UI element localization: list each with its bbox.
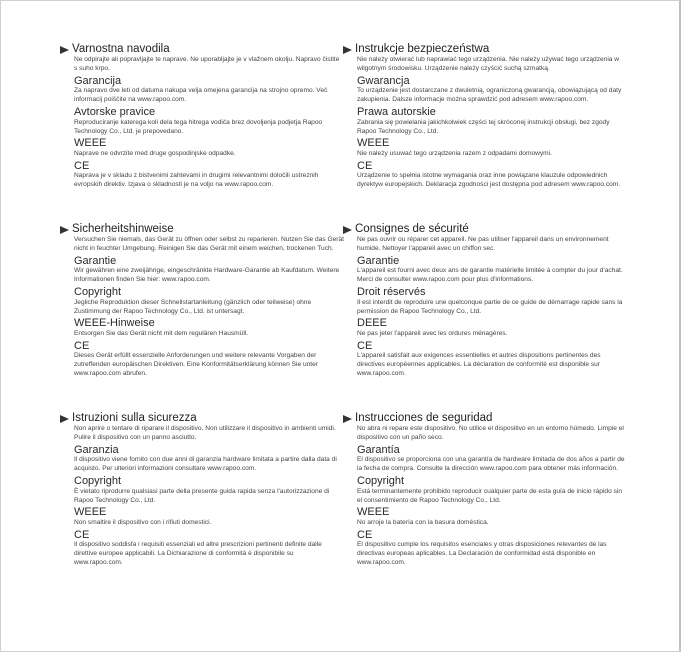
subheading: Garancija bbox=[74, 74, 122, 87]
subsection-body: Entsorgen Sie das Gerät nicht mit dem regulären Hausmüll. bbox=[74, 329, 249, 337]
section-spanish bbox=[343, 412, 627, 568]
section-body: Nie należy otwierać lub naprawiać tego urządzenia. Nie należy używać tego urządzenia w wilgotnym środowisku. Urządzenie należy czyścić suchą szmatką. bbox=[357, 56, 620, 72]
subsection-body: Il est interdit de reproduire une quelconque partie de ce guide de démarrage rapide sans la permission de Rapoo Technology Co., Ltd. bbox=[357, 298, 623, 315]
subheading: CE bbox=[357, 339, 373, 352]
subheading: Garantía bbox=[357, 443, 400, 456]
subsection-body: Wir gewähren eine zweijährige, eingeschränkte Hardware-Garantie ab Kaufdatum. Weitere Informationen finden Sie hier: www.rapoo.com. bbox=[74, 267, 340, 284]
section-title: Varnostna navodila bbox=[72, 43, 170, 55]
arrow-right-icon bbox=[343, 46, 352, 54]
subheading: Copyright bbox=[74, 475, 122, 488]
subsection-body: No arroje la batería con la basura doméstica. bbox=[357, 518, 489, 526]
subsection-body: Il dispositivo viene fornito con due anni di garanzia hardware limitata a partire dalla data di acquisto. Per ulteriori informazioni consultare www.rapoo.com. bbox=[74, 456, 337, 473]
subheading: WEEE bbox=[357, 137, 390, 150]
subsection-body: Dieses Gerät erfüllt essenzielle Anforderungen und weitere relevante Vorgaben der zutreffenden europäischen Direktiven. Eine Konformitätserklärung können Sie unter www.rapoo.com abrufen. bbox=[74, 352, 318, 378]
subheading: DEEE bbox=[357, 317, 387, 330]
section-title: Sicherheitshinweise bbox=[72, 223, 174, 235]
arrow-right-icon bbox=[60, 226, 69, 234]
section-title: Consignes de sécurité bbox=[355, 223, 469, 235]
section-french bbox=[343, 223, 627, 379]
subsection-body: Reproduciranje katerega koli dela tega hitrega vodiča brez dovoljenja podjetja Rapoo Technology Co., Ltd. je prepovedano. bbox=[74, 118, 323, 135]
subsection-body: Non smaltire il dispositivo con i rifiuti domestici. bbox=[74, 518, 212, 526]
subsection-body: Za napravo dve leti od datuma nakupa velja omejena garancija na strojno opremo. Več informacij poiščite na www.rapoo.com. bbox=[74, 87, 328, 104]
section-german bbox=[60, 223, 344, 379]
section-title: Instrucciones de seguridad bbox=[355, 412, 493, 424]
subsection-body: L'appareil est fourni avec deux ans de garantie matérielle limitée à compter du jour d'achat. Merci de consulter www.rapoo.com pour plus d'informations. bbox=[357, 267, 623, 284]
section-body: Non aprire o tentare di riparare il dispositivo. Non utilizzare il dispositivo in ambienti umidi. Pulire il dispositivo con un panno asciutto. bbox=[74, 425, 336, 441]
subsection-body: El dispositivo se proporciona con una garantía de hardware limitada de dos años a partir de la fecha de compra. Consulte la dirección www.rapoo.com para obtener más información. bbox=[357, 456, 625, 473]
subsection-body: Naprave ne odvrzite med druge gospodinjske odpadke. bbox=[74, 149, 236, 157]
subsection-body: Nie należy usuwać tego urządzenia razem z odpadami domowymi. bbox=[357, 149, 552, 157]
subheading: WEEE bbox=[74, 137, 107, 150]
subsection-body: El dispositivo cumple los requisitos esenciales y otras disposiciones relevantes de las directivas europeas aplicables. La Declaración de conformidad está disponible en www.rapoo.com. bbox=[357, 541, 607, 567]
section-polish bbox=[343, 43, 627, 190]
subheading: Garanzia bbox=[74, 443, 119, 456]
subsection-body: Ne pas jeter l'appareil avec les ordures ménagères. bbox=[357, 329, 508, 337]
subheading: CE bbox=[74, 528, 90, 541]
subsection-body: Zabrania się powielania jakichkolwiek części tej skróconej instrukcji obsługi, bez zgody Rapoo Technology Co., Ltd. bbox=[357, 118, 610, 135]
arrow-right-icon bbox=[60, 46, 69, 54]
subheading: CE bbox=[74, 159, 90, 172]
section-body: No abra ni repare este dispositivo. No utilice el dispositivo en un entorno húmedo. Limpie el dispositivo con un paño seco. bbox=[357, 425, 624, 441]
subheading: WEEE bbox=[357, 506, 390, 519]
section-slovenian bbox=[60, 43, 344, 190]
subheading: Copyright bbox=[357, 475, 405, 488]
section-body: Ne pas ouvrir ou réparer cet appareil. Ne pas utiliser l'appareil dans un environnement humide. Nettoyer l'appareil avec un chiffon sec. bbox=[357, 236, 609, 252]
subheading: Avtorske pravice bbox=[74, 106, 156, 119]
subsection-body: Urządzenie to spełnia istotne wymagania oraz inne powiązane klauzule odpowiednich dyrektyw europejskich. Deklaracja zgodności jest dostępna pod adresem www.rapoo.com. bbox=[357, 172, 621, 189]
subsection-body: Jegliche Reproduktion dieser Schnellstartanleitung (gänzlich oder teilweise) ohne Zustimmung der Rapoo Technology Co., Ltd. ist untersagt. bbox=[74, 298, 312, 315]
subheading: CE bbox=[74, 339, 90, 352]
section-title: Instrukcje bezpieczeństwa bbox=[355, 43, 490, 55]
section-title: Istruzioni sulla sicurezza bbox=[72, 412, 197, 424]
subheading: Copyright bbox=[74, 286, 122, 299]
subheading: Garantie bbox=[357, 254, 400, 267]
arrow-right-icon bbox=[343, 226, 352, 234]
subheading: CE bbox=[357, 159, 373, 172]
arrow-right-icon bbox=[343, 415, 352, 423]
subheading: Prawa autorskie bbox=[357, 106, 436, 119]
subsection-body: L'appareil satisfait aux exigences essentielles et autres dispositions pertinentes des directives européennes applicables. La déclaration de conformité est disponible sur www.rapoo.com. bbox=[357, 352, 601, 378]
subsection-body: Il dispositivo soddisfa i requisiti essenziali ed altre prescrizioni pertinenti definite dalle direttive europee applicabili. La Dichiarazione di conformità è disponibile su www.rapoo.com. bbox=[74, 541, 322, 567]
subsection-body: To urządzenie jest dostarczane z dwuletnią, ograniczoną gwarancją, obowiązującą od daty zakupienia. Dalsze informacje można sprawdzić pod adresem www.rapoo.com. bbox=[357, 87, 622, 104]
subheading: Droit réservés bbox=[357, 286, 426, 299]
subheading: Gwarancja bbox=[357, 74, 410, 87]
arrow-right-icon bbox=[60, 415, 69, 423]
section-body: Versuchen Sie niemals, das Gerät zu öffnen oder selbst zu reparieren. Nutzen Sie das Gerät nicht in feuchter Umgebung. Reinigen Sie das Gerät mit einem weichen, trockenen Tuch. bbox=[74, 236, 345, 252]
section-italian bbox=[60, 412, 344, 568]
section-body: Ne odpirajte ali popravljajte te naprave. Ne uporabljajte je v vlažnem okolju. Napravo čistite s suho krpo. bbox=[74, 56, 340, 72]
subsection-body: È vietato riprodurre qualsiasi parte della presente guida rapida senza l'autorizzazione di Rapoo Technology Co., Ltd. bbox=[74, 487, 330, 504]
subsection-body: Naprava je v skladu z bistvenimi zahtevami in drugimi relevantnimi določili ustreznih evropskih direktiv. Izjava o skladnosti je na voljo na www.rapoo.com. bbox=[74, 172, 319, 189]
subheading: Garantie bbox=[74, 254, 117, 267]
subheading: CE bbox=[357, 528, 373, 541]
subheading: WEEE-Hinweise bbox=[74, 317, 155, 330]
subheading: WEEE bbox=[74, 506, 107, 519]
subsection-body: Está terminantemente prohibido reproducir cualquier parte de esta guía de inicio rápido sin el consentimiento de Rapoo Technology Co., Ltd. bbox=[357, 487, 623, 504]
